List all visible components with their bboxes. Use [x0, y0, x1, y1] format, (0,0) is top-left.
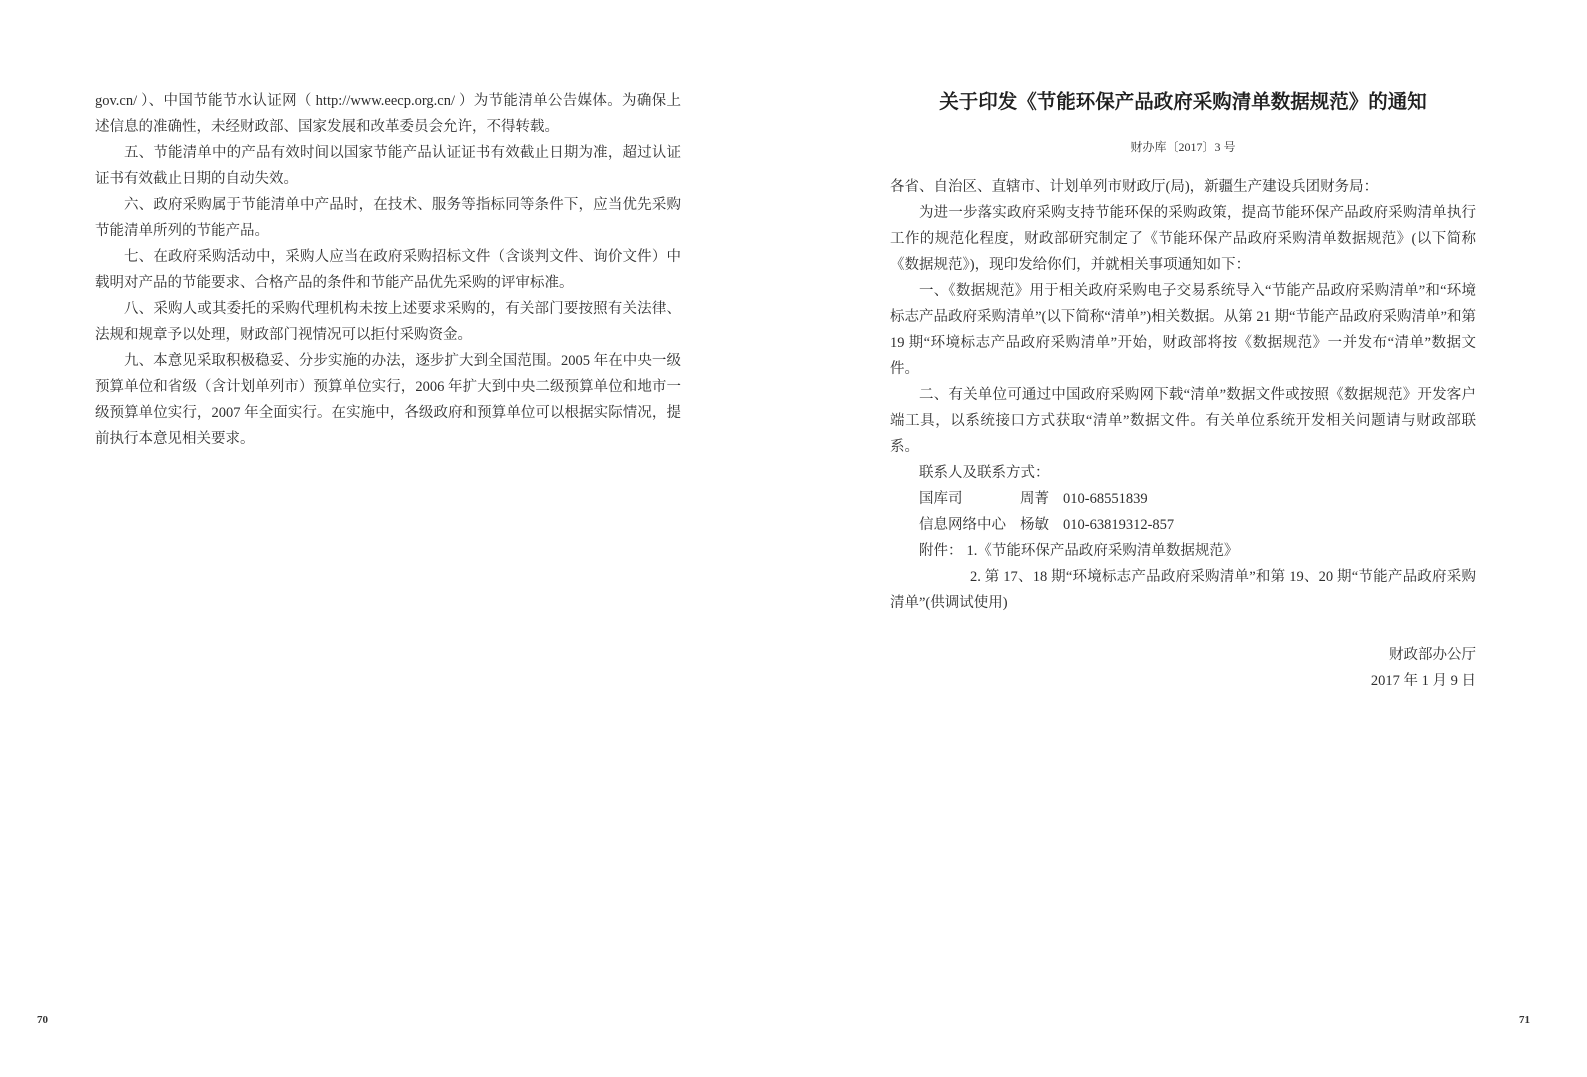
attachments-label: 附件： — [919, 543, 963, 559]
attachment-line-2: 2. 第 17、18 期“环境标志产品政府采购清单”和第 19、20 期“节能产品政府采购清单”(供调试使用) — [890, 569, 1476, 611]
intro-paragraph: 为进一步落实政府采购支持节能环保的采购政策，提高节能环保产品政府采购清单执行工作的规范化程度，财政部研究制定了《节能环保产品政府采购清单数据规范》(以下简称《数据规范》)，现印发给你们，并就相关事项通知如下： — [890, 205, 1476, 273]
contact-phone: 010-68551839 — [1063, 491, 1148, 507]
signatory: 财政部办公厅 — [1389, 647, 1476, 663]
clause-one-paragraph: 一、《数据规范》用于相关政府采购电子交易系统导入“节能产品政府采购清单”和“环境标志产品政府采购清单”(以下简称“清单”)相关数据。从第 21 期“节能产品政府采购清单”和第 19 期“环境标志产品政府采购清单”开始，财政部将按《数据规范》一并发布“清单”数据文件。 — [890, 283, 1476, 377]
paragraph-item-6: 六、政府采购属于节能清单中产品时，在技术、服务等指标同等条件下，应当优先采购节能清单所列的节能产品。 — [95, 197, 681, 239]
contact-row — [890, 512, 1476, 538]
attachment-item: 1.《节能环保产品政府采购清单数据规范》 — [966, 543, 1239, 559]
left-page — [0, 0, 793, 1077]
notice-title: 关于印发《节能环保产品政府采购清单数据规范》的通知 — [939, 92, 1427, 113]
paragraph-item-9: 九、本意见采取积极稳妥、分步实施的办法，逐步扩大到全国范围。2005 年在中央一级预算单位和省级（含计划单列市）预算单位实行，2006 年扩大到中央二级预算单位和地市一级预算单位实行，2007 年全面实行。在实施中，各级政府和预算单位可以根据实际情况，提前执行本意见相关要求。 — [95, 353, 681, 447]
notice-document — [890, 90, 1476, 694]
clause-two-paragraph: 二、有关单位可通过中国政府采购网下载“清单”数据文件或按照《数据规范》开发客户端工具，以系统接口方式获取“清单”数据文件。有关单位系统开发相关问题请与财政部联系。 — [890, 387, 1476, 455]
paragraph-item-7: 七、在政府采购活动中，采购人应当在政府采购招标文件（含谈判文件、询价文件）中载明对产品的节能要求、合格产品的条件和节能产品优先采购的评审标准。 — [95, 249, 681, 291]
paragraph-item-8: 八、采购人或其委托的采购代理机构未按上述要求采购的，有关部门要按照有关法律、法规和规章予以处理，财政部门视情况可以拒付采购资金。 — [95, 301, 681, 343]
right-page — [794, 0, 1587, 1077]
contact-person: 周菁 — [1020, 491, 1049, 507]
paragraph-item-5: 五、节能清单中的产品有效时间以国家节能产品认证证书有效截止日期为准，超过认证证书有效截止日期的自动失效。 — [95, 145, 681, 187]
contacts-heading: 联系人及联系方式： — [919, 465, 1050, 481]
page-number-right: 71 — [1519, 1014, 1530, 1026]
contact-department: 国库司 — [919, 491, 963, 507]
contact-person: 杨敏 — [1020, 517, 1049, 533]
continued-paragraph: gov.cn/ ）、中国节能节水认证网（ http://www.eecp.org.cn/ ）为节能清单公告媒体。为确保上述信息的准确性，未经财政部、国家发展和改革委员会允许，不得转载。 — [95, 93, 681, 135]
contact-phone: 010-63819312-857 — [1063, 517, 1175, 533]
issue-date: 2017 年 1 月 9 日 — [1370, 673, 1476, 689]
document-number: 财办库〔2017〕3 号 — [1130, 140, 1236, 154]
contact-row — [890, 486, 1476, 512]
contact-department: 信息网络中心 — [919, 517, 1006, 533]
attachment-line-1 — [890, 538, 1476, 564]
addressee-line: 各省、自治区、直辖市、计划单列市财政厅(局)，新疆生产建设兵团财务局： — [890, 179, 1379, 195]
left-page-body — [95, 88, 681, 452]
page-number-left: 70 — [37, 1014, 48, 1026]
